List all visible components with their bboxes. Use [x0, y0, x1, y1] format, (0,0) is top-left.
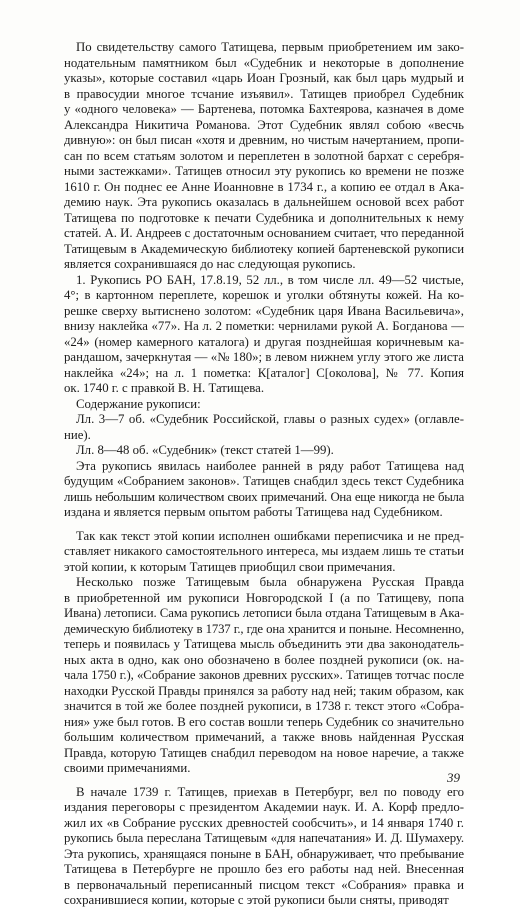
text-line: в первоначальный переписанный писцом текст «Собрания» правка и — [64, 877, 464, 892]
text-line: дивную»: он был писан «хотя и древним, но чистым начертанием, пропи- — [64, 133, 464, 147]
text-line: рукопись была переслана Татищевым «для напечатания» И. Д. Шумахеру. — [64, 831, 464, 845]
text-line: будущим «Собранием законов». Татищев снабдил здесь текст Судебника — [64, 474, 464, 488]
text-line: указы», которые составил «царь Иоан Грозный, как был царь мудрый и — [64, 71, 464, 85]
text-line: статей. А. И. Андреев с достаточным основанием считает, что переданной — [64, 226, 464, 240]
paragraph-p4 — [64, 412, 464, 443]
text-line: Эта рукопись явилась наиболее ранней в ряду работ Татищева над — [76, 458, 464, 473]
text-line: сан по всем статьям золотом и переплетен в золотной бархат с серебря- — [64, 148, 464, 163]
text-line: внизу наклейка «77». На л. 2 пометки: чернилами рукой А. Богданова — — [64, 319, 464, 333]
body-text — [64, 40, 464, 909]
text-line: В начале 1739 г. Татищев, приехав в Петербург, вел по поводу его — [76, 784, 464, 799]
text-line: ния» уже был готов. В его состав вошли теперь Судебник со значительно — [64, 714, 464, 729]
text-line: ние). — [64, 427, 91, 442]
paragraph-p6 — [64, 459, 464, 521]
paragraph-p8 — [64, 575, 464, 777]
page-number: 39 — [447, 770, 460, 785]
text-line: находки Русской Правды принялся за работу над ней; таким образом, как — [64, 683, 464, 698]
text-line: нодательным памятником был «Судебник и некоторые в дополнение — [64, 55, 464, 70]
text-line: значится в той же более поздней рукописи, в 1738 г. текст этого «Собра- — [64, 699, 464, 713]
paragraph-p1 — [64, 40, 464, 273]
paragraph-p3 — [64, 397, 464, 413]
paragraph-gap — [64, 521, 464, 529]
text-line: этой копии, к которым Татищев приобщил свои примечания. — [64, 559, 396, 574]
text-line: «24» (номер камерного каталога) и другая позднейшая коричневым ка- — [64, 334, 464, 349]
text-line: ными застежками». Татищев относил эту рукопись ко времени не позже — [64, 164, 464, 178]
text-line: Татищева по подготовке к печати Судебника и дополнительных к нему — [64, 210, 464, 225]
text-line: большим количеством примечаний, а также вновь найденная Русская — [64, 730, 464, 744]
text-line: демию наук. Эта рукопись оказалась в дальнейшем основой всех работ — [64, 195, 464, 209]
text-line: Несколько позже Татищевым была обнаружена Русская Правда — [76, 575, 464, 589]
text-line: издания переговоры с президентом Академии наук. И. А. Корф предло- — [64, 800, 464, 814]
text-line: издана и является первым опытом работы Татищева над Судебником. — [64, 505, 443, 519]
text-line: ставляет никакого самостоятельного интереса, мы издаем лишь те статьи — [64, 544, 464, 558]
text-line: демическую библиотеку в 1737 г., где она хранится и поныне. Несомненно, — [64, 621, 464, 636]
text-line: 4°; в картонном переплете, корешок и уголки обтянуты кожей. На ко- — [64, 288, 464, 302]
text-line: 1610 г. Он поднес ее Анне Иоанновне в 1734 г., а копию ее отдал в Ака- — [64, 179, 464, 194]
text-line: Правда, которую Татищев снабдил переводом на новое наречие, а также — [64, 745, 464, 760]
text-line: Лл. 8—48 об. «Судебник» (текст статей 1—99). — [76, 443, 334, 457]
paragraph-p2 — [64, 273, 464, 397]
paragraph-gap — [64, 777, 464, 785]
text-line: Александра Никитича Романова. Этот Судебник являл собою «весчь — [64, 117, 464, 132]
text-line: в приобретенной им рукописи Новгородской I (а по Татищеву, попа — [64, 590, 464, 605]
text-line: жил их «в Собрание русских древностей сообсчить», и 14 января 1740 г. — [64, 815, 464, 830]
text-line: теперь и появилась у Татищева мысль объединить эти два законодатель- — [64, 637, 464, 651]
text-line: ных акта в одно, как оно обозначено в более поздней рукописи (ок. на- — [64, 652, 464, 667]
text-line: в правосудии многое тсчание изъявил». Татищев приобрел Судебник — [64, 86, 464, 101]
paragraph-p7 — [64, 529, 464, 576]
text-line: Ивана) летописи. Сама рукопись летописи была отдана Татищевым в Ака- — [64, 606, 464, 620]
text-line: своими примечаниями. — [64, 761, 191, 775]
text-line: Татищевым в Академическую библиотеку копией бартеневской рукописи — [64, 241, 464, 256]
text-line: 1. Рукопись РО БАН, 17.8.19, 52 лл., в том числе лл. 49—52 чистые, — [76, 272, 464, 287]
text-line: Эта рукопись, хранящаяся поныне в БАН, обнаруживает, что пребывание — [64, 846, 464, 861]
text-line: у «одного человека» — Бартенева, потомка Бахтеярова, казначея в доме — [64, 102, 464, 116]
text-line: решке сверху вытиснено золотом: «Судебник царя Ивана Васильевича», — [64, 303, 464, 318]
text-line: сохранившиеся копии, которые с этой рукописи были сняты, приводят — [64, 893, 449, 907]
text-line: наклейка «24»; на л. 1 пометка: К[аталог] С[околова], № 77. Копия — [64, 365, 464, 380]
text-line: рандашом, зачеркнутая — «№ 180»; в левом нижнем углу этого же листа — [64, 350, 464, 364]
text-line: Содержание рукописи: — [76, 396, 201, 411]
text-line: По свидетельству самого Татищева, первым приобретением им зако- — [76, 40, 464, 54]
text-line: Татищева в Петербурге не прошло без его работы над ней. Внесенная — [64, 862, 464, 876]
text-line: Так как текст этой копии исполнен ошибками переписчика и не пред- — [76, 528, 464, 543]
text-line: лишь небольшим количеством своих примечаний. Она еще никогда не была — [64, 489, 464, 504]
text-line: чала 1750 г.), «Собрание законов древних русских». Татищев тотчас после — [64, 668, 464, 682]
paragraph-p5 — [64, 443, 464, 459]
text-line: Лл. 3—7 об. «Судебник Российской, главы о разных судех» (оглавле- — [76, 412, 464, 426]
text-line: ок. 1740 г. с правкой В. Н. Татищева. — [64, 381, 265, 395]
paragraph-p9 — [64, 785, 464, 909]
text-line: является сохранившаяся до нас следующая рукопись. — [64, 257, 356, 271]
